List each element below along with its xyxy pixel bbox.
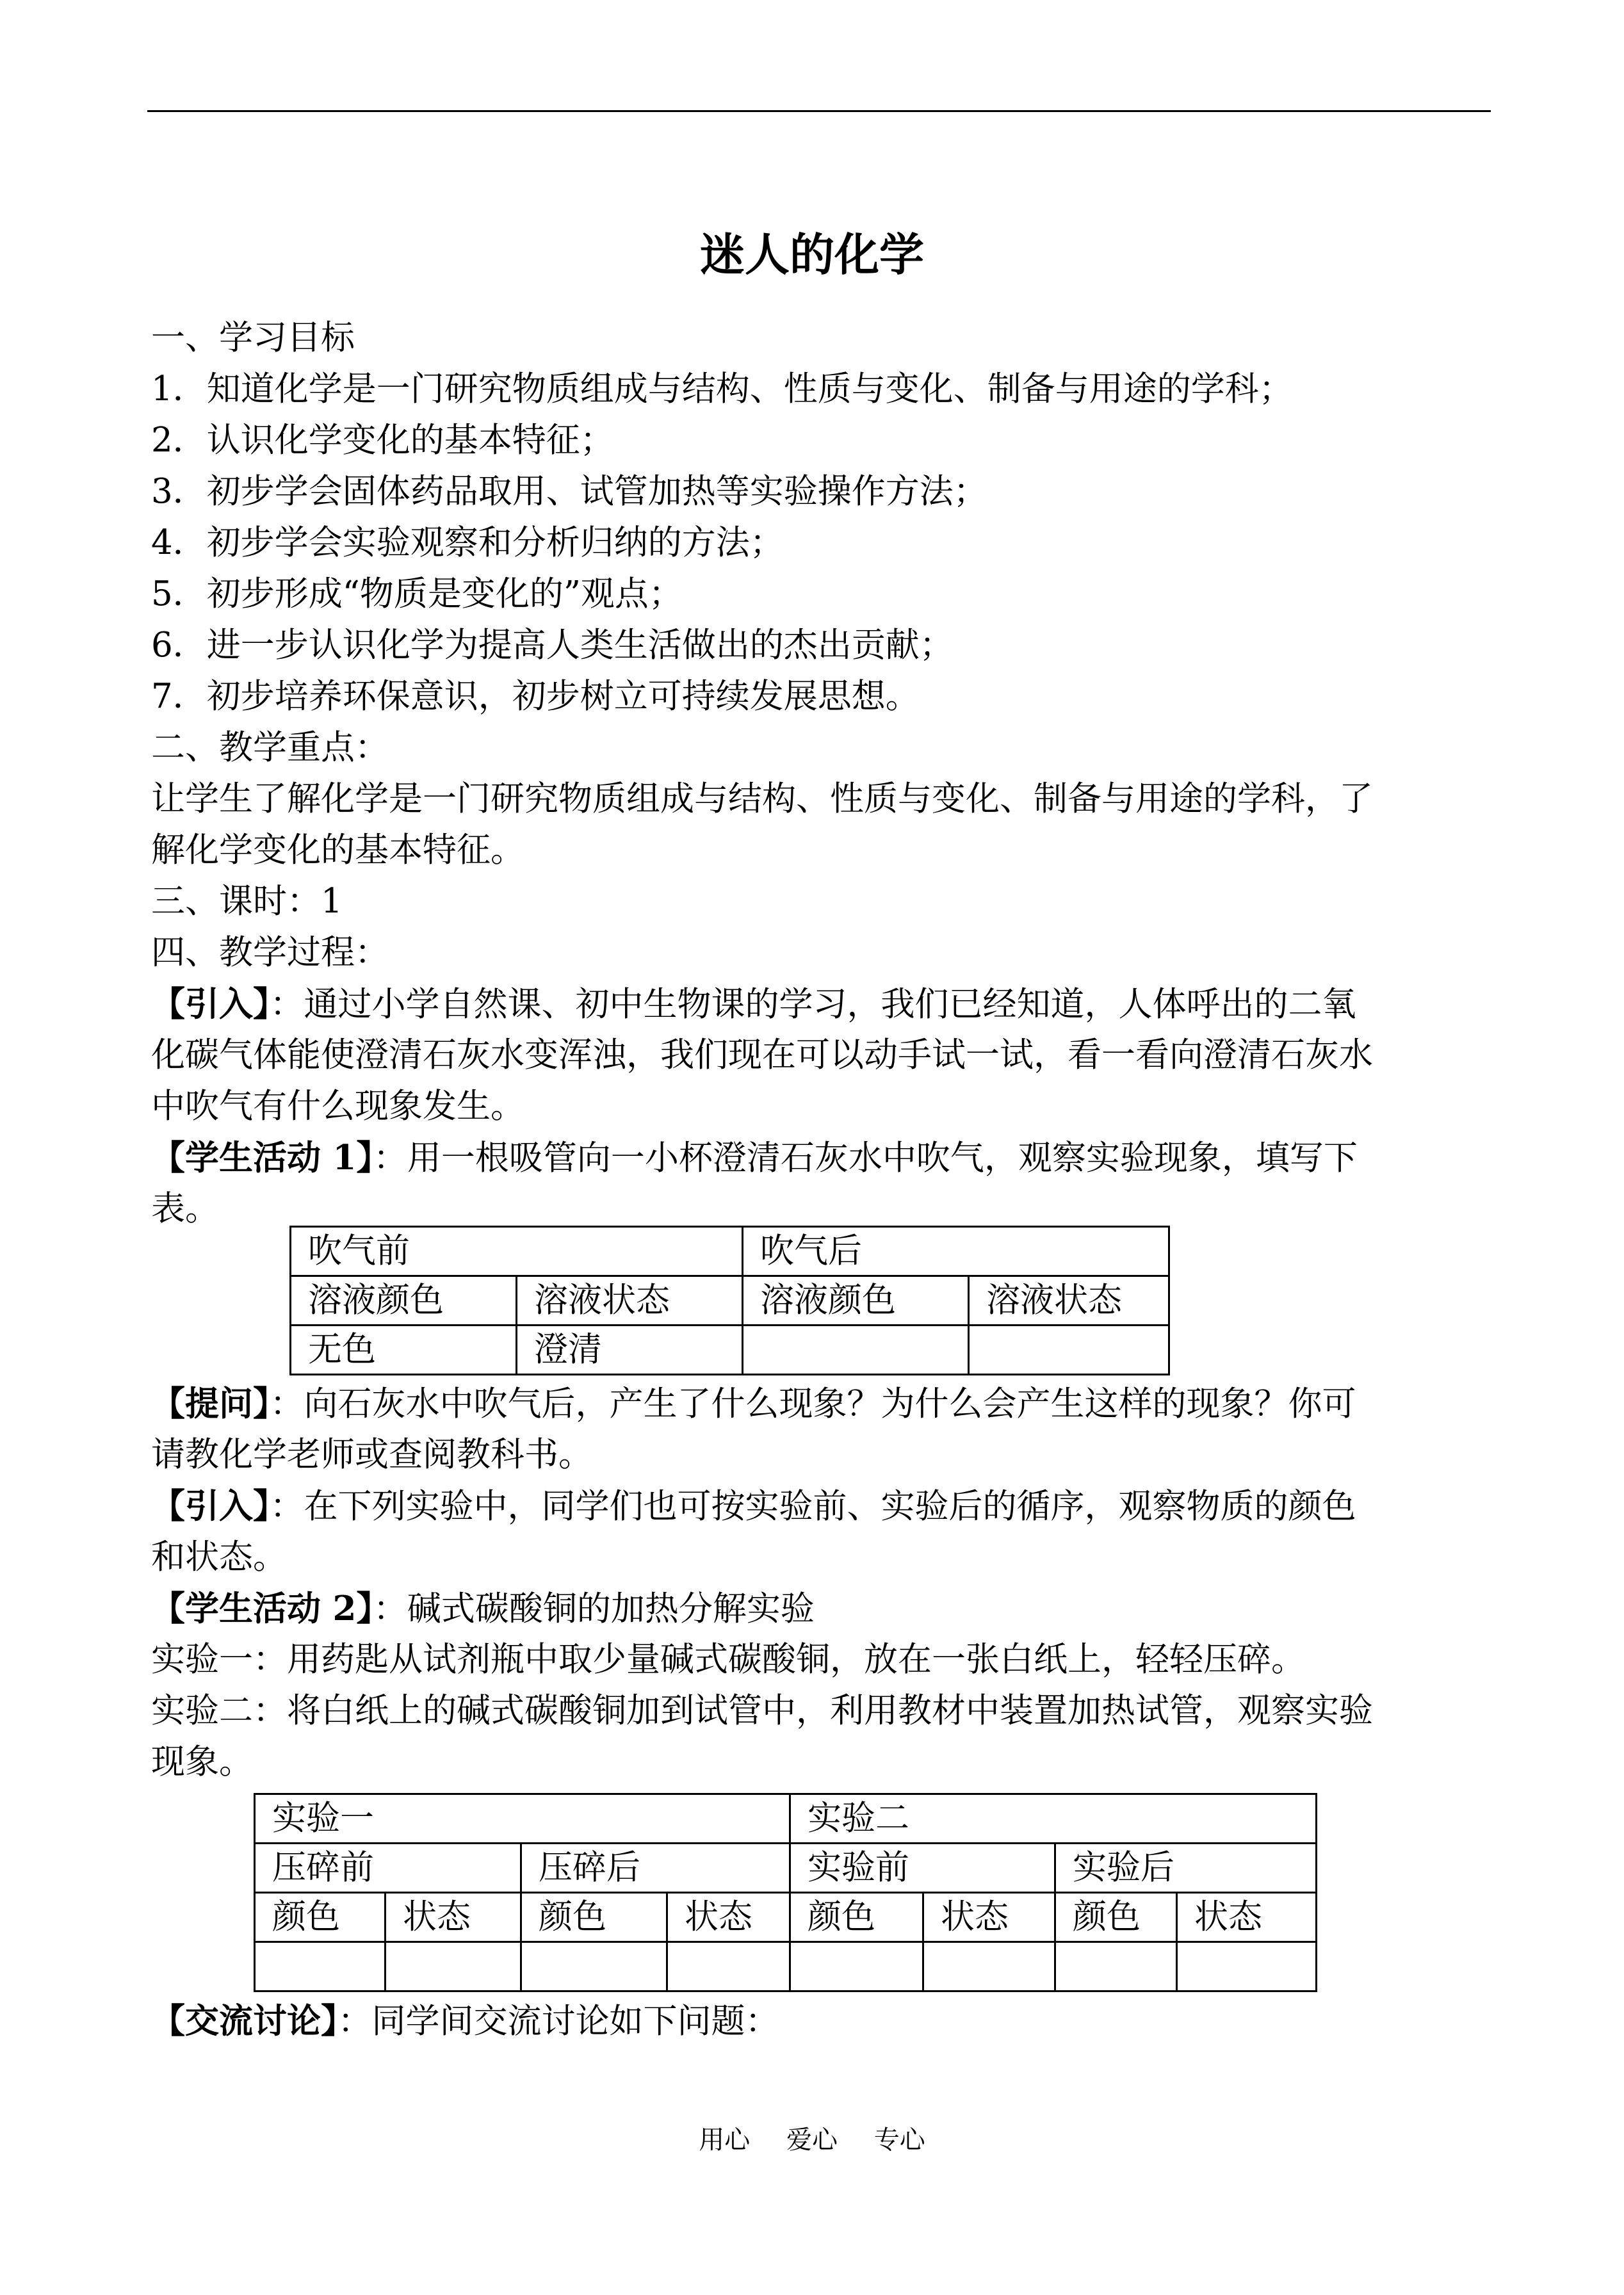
experiment2-line: 现象。 — [151, 1742, 253, 1781]
discussion-text: ：同学间交流讨论如下问题： — [337, 2002, 779, 2041]
page-footer — [0, 2121, 1624, 2159]
table2-col-state: 状态 — [667, 1893, 790, 1942]
question-line — [151, 1378, 1356, 1430]
intro1-line — [151, 978, 1356, 1030]
periods-line: 三、课时：1 — [151, 882, 343, 921]
table1-header-after: 吹气后 — [743, 1227, 1169, 1276]
table2-cell — [255, 1942, 386, 1991]
table1-cell: 澄清 — [517, 1326, 743, 1375]
activity2-line — [151, 1583, 815, 1635]
objective-item: 2．认识化学变化的基本特征； — [151, 421, 614, 460]
experiment2-line: 实验二：将白纸上的碱式碳酸铜加到试管中，利用教材中装置加热试管，观察实验 — [151, 1691, 1373, 1730]
table2-col-color: 颜色 — [255, 1893, 386, 1942]
table2-col-state: 状态 — [923, 1893, 1055, 1942]
question-line: 请教化学老师或查阅教科书。 — [151, 1435, 592, 1474]
table2-header-after-exp: 实验后 — [1055, 1844, 1317, 1893]
table2-header-after-crush: 压碎后 — [521, 1844, 790, 1893]
observation-table-1 — [289, 1226, 1170, 1375]
objective-item: 4．初步学会实验观察和分析归纳的方法； — [151, 523, 784, 562]
table2-col-color: 颜色 — [1055, 1893, 1177, 1942]
table2-cell — [521, 1942, 667, 1991]
table2-col-color: 颜色 — [521, 1893, 667, 1942]
table2-col-state: 状态 — [1177, 1893, 1317, 1942]
key-points-line: 让学生了解化学是一门研究物质组成与结构、性质与变化、制备与用途的学科，了 — [151, 779, 1373, 818]
objectives-heading: 一、学习目标 — [151, 318, 355, 357]
table2-cell — [923, 1942, 1055, 1991]
activity1-line — [151, 1132, 1358, 1184]
intro2-line: 和状态。 — [151, 1537, 287, 1577]
process-heading: 四、教学过程： — [151, 933, 389, 972]
observation-table-2 — [254, 1793, 1317, 1992]
footer-word: 用心 — [699, 2125, 751, 2155]
discussion-tag: 【交流讨论】 — [151, 2001, 338, 2041]
footer-word: 专心 — [873, 2125, 925, 2155]
table2-header-exp2: 实验二 — [790, 1794, 1317, 1844]
header-rule — [147, 110, 1491, 112]
intro1-line: 化碳气体能使澄清石灰水变浑浊，我们现在可以动手试一试，看一看向澄清石灰水 — [151, 1035, 1373, 1075]
intro2-tag: 【引入】 — [151, 1486, 270, 1526]
table2-cell — [790, 1942, 923, 1991]
table2-cell — [1177, 1942, 1317, 1991]
activity1-tag: 【学生活动 1】 — [151, 1138, 373, 1178]
footer-word: 爱心 — [786, 2125, 838, 2155]
table1-cell: 无色 — [291, 1326, 517, 1375]
objective-item: 7．初步培养环保意识，初步树立可持续发展思想。 — [151, 677, 920, 716]
table1-col-color: 溶液颜色 — [291, 1276, 517, 1326]
objective-item: 6．进一步认识化学为提高人类生活做出的杰出贡献； — [151, 626, 954, 665]
table2-cell — [386, 1942, 521, 1991]
objective-item: 3．初步学会固体药品取用、试管加热等实验操作方法； — [151, 472, 987, 511]
question-text: ：向石灰水中吹气后，产生了什么现象？为什么会产生这样的现象？你可 — [270, 1384, 1356, 1423]
table2-header-before-exp: 实验前 — [790, 1844, 1055, 1893]
table1-col-state: 溶液状态 — [969, 1276, 1169, 1326]
objective-item: 1．知道化学是一门研究物质组成与结构、性质与变化、制备与用途的学科； — [151, 369, 1293, 409]
intro1-line: 中吹气有什么现象发生。 — [151, 1087, 524, 1126]
table2-cell — [667, 1942, 790, 1991]
table1-cell — [969, 1326, 1169, 1375]
table1-cell — [743, 1326, 969, 1375]
table1-col-color: 溶液颜色 — [743, 1276, 969, 1326]
experiment1-line: 实验一：用药匙从试剂瓶中取少量碱式碳酸铜，放在一张白纸上，轻轻压碎。 — [151, 1640, 1305, 1679]
table2-header-exp1: 实验一 — [255, 1794, 790, 1844]
objective-item: 5．初步形成“物质是变化的”观点； — [151, 574, 683, 613]
table2-col-color: 颜色 — [790, 1893, 923, 1942]
intro2-line — [151, 1480, 1356, 1532]
activity2-text: ：碱式碳酸铜的加热分解实验 — [373, 1589, 815, 1628]
table2-cell — [1055, 1942, 1177, 1991]
key-points-heading: 二、教学重点： — [151, 728, 389, 767]
table2-col-state: 状态 — [386, 1893, 521, 1942]
key-points-line: 解化学变化的基本特征。 — [151, 831, 524, 870]
activity2-tag: 【学生活动 2】 — [151, 1589, 373, 1628]
table1-header-before: 吹气前 — [291, 1227, 743, 1276]
table1-col-state: 溶液状态 — [517, 1276, 743, 1326]
discussion-line — [151, 1995, 779, 2047]
intro1-text: ：通过小学自然课、初中生物课的学习，我们已经知道，人体呼出的二氧 — [270, 985, 1356, 1024]
intro1-tag: 【引入】 — [151, 984, 270, 1024]
page-title: 迷人的化学 — [700, 228, 924, 281]
table2-header-before-crush: 压碎前 — [255, 1844, 521, 1893]
activity1-line: 表。 — [151, 1189, 219, 1228]
activity1-text: ：用一根吸管向一小杯澄清石灰水中吹气，观察实验现象，填写下 — [373, 1139, 1358, 1178]
intro2-text: ：在下列实验中，同学们也可按实验前、实验后的循序，观察物质的颜色 — [270, 1487, 1356, 1526]
question-tag: 【提问】 — [151, 1384, 270, 1423]
